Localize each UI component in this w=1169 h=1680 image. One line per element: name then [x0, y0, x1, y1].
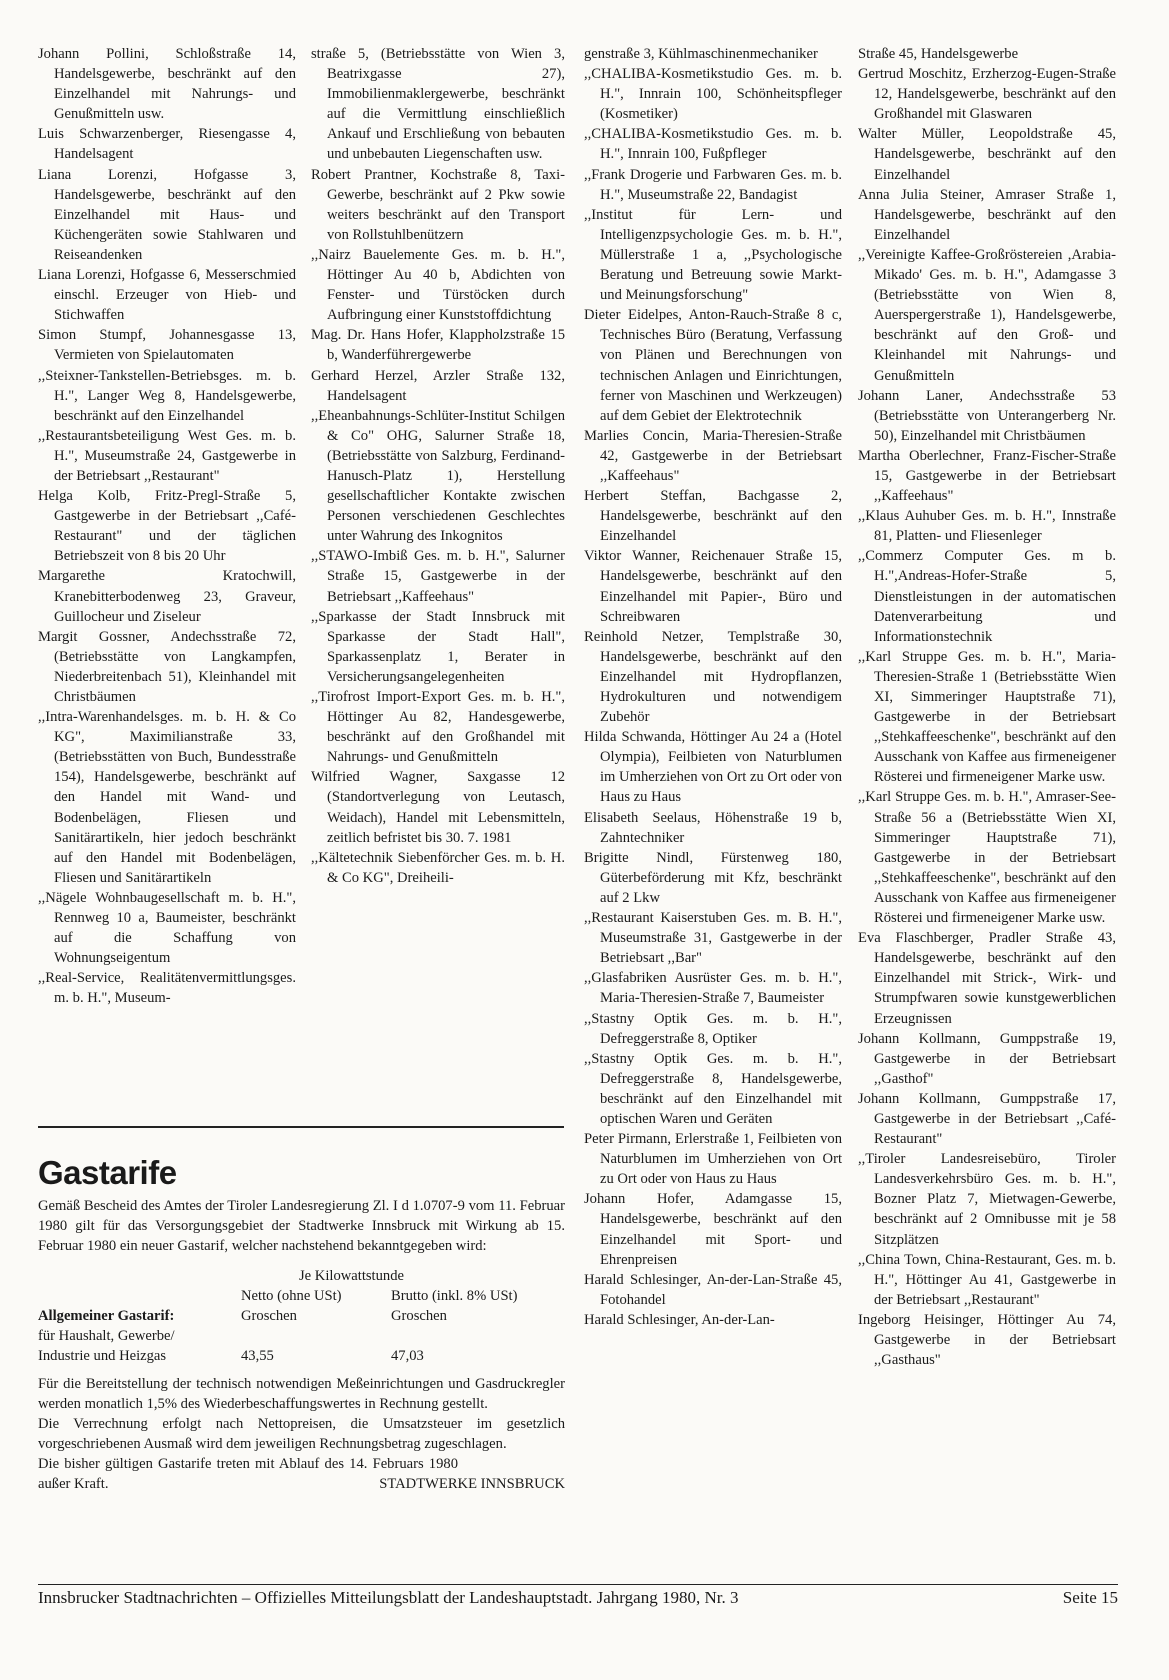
register-entry: ,,Karl Struppe Ges. m. b. H.", Amraser-See-Straße 56 a (Betriebsstätte Wien XI, Simmeringer Hauptstraße 71), Gastgewerbe in der Betriebsart ,,Stehkaffeeschenke", beschränkt auf den Ausschank von Kaffee aus firmeneigener Rösterei und firmeneigener Marke usw.: [858, 789, 1116, 927]
register-entry: Brigitte Nindl, Fürstenweg 180, Güterbeförderung mit Kfz, beschränkt auf 2 Lkw: [584, 849, 842, 906]
register-entry: Gertrud Moschitz, Erzherzog-Eugen-Straße 12, Handelsgewerbe, beschränkt auf den Großhandel mit Glaswaren: [858, 66, 1116, 123]
register-entry: ,,Tiroler Landesreisebüro, Tiroler Landesverkehrsbüro Ges. m. b. H.", Bozner Platz 7, Mietwagen-Gewerbe, beschränkt auf 2 Omnibusse mit je 58 Sitzplätzen: [858, 1151, 1116, 1248]
register-entry: Straße 45, Handelsgewerbe: [858, 46, 1019, 62]
tariff-unit-header: Je Kilowattstunde: [299, 1268, 404, 1284]
register-entry: Johann Kollmann, Gumppstraße 17, Gastgewerbe in der Betriebsart ,,Café-Restaurant": [858, 1090, 1116, 1148]
register-entry: ,,Restaurant Kaiserstuben Ges. m. B. H.", Museumstraße 31, Gastgewerbe in der Betriebsart ,,Bar": [584, 910, 842, 967]
register-entry: ,,China Town, China-Restaurant, Ges. m. b. H.", Höttinger Au 41, Gastgewerbe in der Betriebsart ,,Restaurant": [858, 1251, 1116, 1308]
register-entry: Gerhard Herzel, Arzler Straße 132, Handelsagent: [311, 367, 565, 404]
register-entry: Mag. Dr. Hans Hofer, Klappholzstraße 15 b, Wanderführergewerbe: [311, 327, 565, 364]
page-footer: [38, 1584, 1118, 1609]
gastarife-signature: STADTWERKE INNSBRUCK: [379, 1476, 565, 1492]
register-entry: ,,Stastny Optik Ges. m. b. H.", Defreggerstraße 8, Optiker: [584, 1010, 842, 1047]
register-entry: Ingeborg Heisinger, Höttinger Au 74, Gastgewerbe in der Betriebsart ,,Gasthaus": [858, 1311, 1116, 1369]
register-entry: Margarethe Kratochwill, Kranebitterbodenweg 23, Graveur, Guillocheur und Ziseleur: [38, 568, 296, 625]
register-entry: ,,Restaurantsbeteiligung West Ges. m. b. H.", Museumstraße 24, Gastgewerbe in der Betriebsart ,,Restaurant": [38, 427, 296, 484]
register-entry: ,,CHALIBA-Kosmetikstudio Ges. m. b. H.", Innrain 100, Schönheitspfleger (Kosmetiker): [584, 66, 842, 123]
tariff-sub-line-2: Industrie und Heizgas: [38, 1348, 167, 1364]
tariff-netto-unit: Groschen: [241, 1308, 297, 1324]
register-entry: ,,Tirofrost Import-Export Ges. m. b. H.", Höttinger Au 82, Handesgewerbe, beschränkt auf den Großhandel mit Nahrungs- und Genußmitteln: [311, 689, 565, 766]
register-entry: Anna Julia Steiner, Amraser Straße 1, Handelsgewerbe, beschränkt auf den Einzelhandel: [858, 186, 1116, 243]
register-entry: Johann Hofer, Adamgasse 15, Handelsgewerbe, beschränkt auf den Einzelhandel mit Sport- und Ehrenpreisen: [584, 1191, 842, 1268]
footer-page-number: Seite 15: [1062, 1588, 1118, 1607]
register-entry: Wilfried Wagner, Saxgasse 12 (Standortverlegung von Leutasch, Weidach), Handel mit Lebensmitteln, zeitlich befristet bis 30. 7. 1981: [311, 769, 565, 846]
register-entry: Elisabeth Seelaus, Höhenstraße 19 b, Zahntechniker: [584, 809, 842, 846]
register-entry: ,,Nägele Wohnbaugesellschaft m. b. H.", Rennweg 10 a, Baumeister, beschränkt auf die Schaffung von Wohnungseigentum: [38, 889, 296, 967]
register-entry: ,,Karl Struppe Ges. m. b. H.", Maria-Theresien-Straße 1 (Betriebsstätte Wien XI, Simmeringer Hauptstraße 71), Gastgewerbe in der Betriebsart ,,Stehkaffeeschenke", beschränkt auf den Ausschank von Kaffee aus firmeneigener Rösterei und firmeneigener Marke usw.: [858, 648, 1116, 786]
register-entry: Liana Lorenzi, Hofgasse 3, Handelsgewerbe, beschränkt auf den Einzelhandel mit Haus- und Küchengeräten sowie Stahlwaren und Reiseandenken: [38, 166, 296, 263]
register-entry: ,,Stastny Optik Ges. m. b. H.", Defreggerstraße 8, Handelsgewerbe, beschränkt auf den Einzelhandel mit optischen Waren und Geräten: [584, 1050, 842, 1127]
register-entry: ,,CHALIBA-Kosmetikstudio Ges. m. b. H.", Innrain 100, Fußpfleger: [584, 126, 842, 163]
register-entry: ,,Nairz Bauelemente Ges. m. b. H.", Höttinger Au 40 b, Abdichten von Fenster- und Türstöcken durch Aufbringung einer Kunststoffdichtung: [311, 246, 565, 324]
register-entry: Helga Kolb, Fritz-Pregl-Straße 5, Gastgewerbe in der Betriebsart ,,Café-Restaurant" und der täglichen Betriebszeit von 8 bis 20 Uhr: [38, 488, 296, 565]
register-entry: Walter Müller, Leopoldstraße 45, Handelsgewerbe, beschränkt auf den Einzelhandel: [858, 126, 1116, 183]
register-entry: ,,Kältetechnik Siebenförcher Ges. m. b. H. & Co KG", Dreiheili-: [311, 849, 565, 886]
register-entry: ,,Vereinigte Kaffee-Großröstereien ,Arabia-Mikado' Ges. m. b. H.", Adamgasse 3 (Betriebsstätte von Wien 8, Auerspergerstraße 1), Handelsgewerbe, beschränkt auf den Groß- und Kleinhandel mit Nahrungs- und Genußmitteln: [858, 246, 1116, 384]
register-entry: Harald Schlesinger, An-der-Lan-Straße 45, Fotohandel: [584, 1271, 842, 1308]
register-entry: ,,Institut für Lern- und Intelligenzpsychologie Ges. m. b. H.", Müllerstraße 1 a, ,,Psychologische Beratung und Betreuung sowie Markt- und Meinungsforschung": [584, 206, 842, 304]
tariff-brutto-value: 47,03: [391, 1348, 424, 1364]
register-entry: ,,Commerz Computer Ges. m b. H.",Andreas-Hofer-Straße 5, Dienstleistungen in der automatischen Datenverarbeitung und Informationstechnik: [858, 548, 1116, 645]
register-entry: ,,Eheanbahnungs-Schlüter-Institut Schilgen & Co" OHG, Salurner Straße 18, (Betriebsstätte von Salzburg, Ferdinand-Hanusch-Platz 1), Herstellung gesellschaftlicher Kontakte zwischen Personen verschiedenen Geschlechtes unter Wahrung des Inkognitos: [311, 407, 565, 545]
register-entry: Liana Lorenzi, Hofgasse 6, Messerschmied einschl. Erzeuger von Hieb- und Stichwaffen: [38, 267, 296, 324]
register-entry: Johann Laner, Andechsstraße 53 (Betriebsstätte von Unterangerberg Nr. 50), Einzelhandel mit Christbäumen: [858, 387, 1116, 444]
register-entry: ,,Sparkasse der Stadt Innsbruck mit Sparkasse der Stadt Hall", Sparkassenplatz 1, Berater in Versicherungsangelegenheiten: [311, 608, 565, 685]
gastarife-para-3: Die bisher gültigen Gastarife treten mit Ablauf des 14. Februars 1980 außer Kraft.: [38, 1456, 458, 1492]
register-entry: Martha Oberlechner, Franz-Fischer-Straße 15, Gastgewerbe in der Betriebsart ,,Kaffeehaus": [858, 447, 1116, 505]
register-entry: Peter Pirmann, Erlerstraße 1, Feilbieten von Naturblumen im Umherziehen von Ort zu Ort oder von Haus zu Haus: [584, 1131, 842, 1188]
register-entry: Dieter Eidelpes, Anton-Rauch-Straße 8 c, Technisches Büro (Beratung, Verfassung von Plänen und Berechnungen von technischen Anlagen und Einrichtungen, ferner von Maschinen und Werkzeugen) auf dem Gebiet der Elektrotechnik: [584, 307, 842, 424]
tariff-brutto-unit: Groschen: [391, 1308, 447, 1324]
tariff-brutto-header: Brutto (inkl. 8% USt): [391, 1288, 518, 1304]
register-entry: Eva Flaschberger, Pradler Straße 43, Handelsgewerbe, beschränkt auf den Einzelhandel mit Strick-, Wirk- und Strumpfwaren sowie kunstgewerblichen Erzeugnissen: [858, 930, 1116, 1027]
tariff-netto-value: 43,55: [241, 1348, 274, 1364]
register-entry: Herbert Steffan, Bachgasse 2, Handelsgewerbe, beschränkt auf den Einzelhandel: [584, 488, 842, 545]
register-entry: Margit Gossner, Andechsstraße 72, (Betriebsstätte von Langkampfen, Niederbreitenbach 51), Kleinhandel mit Christbäumen: [38, 628, 296, 705]
register-entry: Harald Schlesinger, An-der-Lan-: [584, 1311, 775, 1328]
register-entry: Viktor Wanner, Reichenauer Straße 15, Handelsgewerbe, beschränkt auf den Einzelhandel mit Papier-, Büro und Schreibwaren: [584, 548, 842, 625]
column-4: [858, 44, 1116, 1370]
gastarife-title: Gastarife: [38, 1154, 177, 1191]
register-entry: straße 5, (Betriebsstätte von Wien 3, Beatrixgasse 27), Immobilienmaklergewerbe, beschränkt auf die Vermittlung einschließlich Ankauf und Erschließung von bebauten und unbebauten Liegenschaften usw.: [311, 46, 565, 163]
register-entry: Luis Schwarzenberger, Riesengasse 4, Handelsagent: [38, 126, 296, 163]
register-entry: ,,Klaus Auhuber Ges. m. b. H.", Innstraße 81, Platten- und Fliesenleger: [858, 508, 1116, 545]
tariff-table: [38, 1266, 565, 1366]
tariff-sub-line-1: für Haushalt, Gewerbe/: [38, 1328, 175, 1344]
column-3: [584, 44, 842, 1330]
register-entry: Reinhold Netzer, Templstraße 30, Handelsgewerbe, beschränkt auf den Einzelhandel mit Hydropflanzen, Hydrokulturen und notwendigem Zubehör: [584, 628, 842, 726]
register-entry: Johann Pollini, Schloßstraße 14, Handelsgewerbe, beschränkt auf den Einzelhandel mit Nahrungs- und Genußmitteln usw.: [38, 46, 296, 123]
tariff-row-label: Allgemeiner Gastarif:: [38, 1308, 175, 1324]
register-entry: ,,STAWO-Imbiß Ges. m. b. H.", Salurner Straße 15, Gastgewerbe in der Betriebsart ,,Kaffeehaus": [311, 548, 565, 605]
column-1: [38, 44, 296, 1009]
register-entry: Simon Stumpf, Johannesgasse 13, Vermieten von Spielautomaten: [38, 327, 296, 364]
register-entry: Hilda Schwanda, Höttinger Au 24 a (Hotel Olympia), Feilbieten von Naturblumen im Umherziehen von Ort zu Ort oder von Haus zu Haus: [584, 729, 842, 806]
register-entry: ,,Real-Service, Realitätenvermittlungsges. m. b. H.", Museum-: [38, 970, 296, 1007]
gastarife-para-2: Die Verrechnung erfolgt nach Nettopreisen, die Umsatzsteuer im gesetzlich vorgeschriebenen Ausmaß wird dem jeweiligen Rechnungsbetrag zugeschlagen.: [38, 1416, 565, 1452]
gastarife-section: [38, 1154, 565, 1494]
register-entry: ,,Frank Drogerie und Farbwaren Ges. m. b. H.", Museumstraße 22, Bandagist: [584, 166, 842, 203]
register-entry: Marlies Concin, Maria-Theresien-Straße 42, Gastgewerbe in der Betriebsart ,,Kaffeehaus": [584, 427, 842, 484]
tariff-netto-header: Netto (ohne USt): [241, 1288, 342, 1304]
gastarife-para-1: Für die Bereitstellung der technisch notwendigen Meßeinrichtungen und Gasdruckregler werden monatlich 1,5% des Wiederbeschaffungswertes in Rechnung gestellt.: [38, 1376, 565, 1412]
register-entry: genstraße 3, Kühlmaschinenmechaniker: [584, 46, 818, 62]
register-entry: ,,Steixner-Tankstellen-Betriebsges. m. b. H.", Langer Weg 8, Handelsgewerbe, beschränkt auf den Einzelhandel: [38, 367, 296, 424]
register-entry: ,,Intra-Warenhandelsges. m. b. H. & Co KG", Maximilianstraße 33, (Betriebsstätten von Buch, Bundesstraße 154), Handelsgewerbe, beschränkt auf den Handel mit Wand- und Bodenbelägen, Fliesen und Sanitärartikeln, hier jedoch beschränkt auf den Handel mit Bodenbelägen, Fliesen und Sanitärartikeln: [38, 709, 296, 886]
column-2: [311, 44, 565, 888]
register-entry: Johann Kollmann, Gumppstraße 19, Gastgewerbe in der Betriebsart ,,Gasthof": [858, 1030, 1116, 1087]
register-entry: ,,Glasfabriken Ausrüster Ges. m. b. H.", Maria-Theresien-Straße 7, Baumeister: [584, 970, 842, 1007]
register-entry: Robert Prantner, Kochstraße 8, Taxi-Gewerbe, beschränkt auf 2 Pkw sowie weiters beschränkt auf den Transport von Rollstuhlbenützern: [311, 166, 565, 243]
footer-publication: Innsbrucker Stadtnachrichten – Offizielles Mitteilungsblatt der Landeshauptstadt. Jahrgang 1980, Nr. 3: [38, 1588, 739, 1607]
section-divider: [38, 1126, 564, 1128]
gastarife-intro: Gemäß Bescheid des Amtes der Tiroler Landesregierung Zl. I d 1.0707-9 vom 11. Februar 1980 gilt für das Versorgungsgebiet der Stadtwerke Innsbruck mit Wirkung ab 15. Februar 1980 ein neuer Gastarif, welcher nachstehend bekanntgegeben wird:: [38, 1198, 565, 1254]
